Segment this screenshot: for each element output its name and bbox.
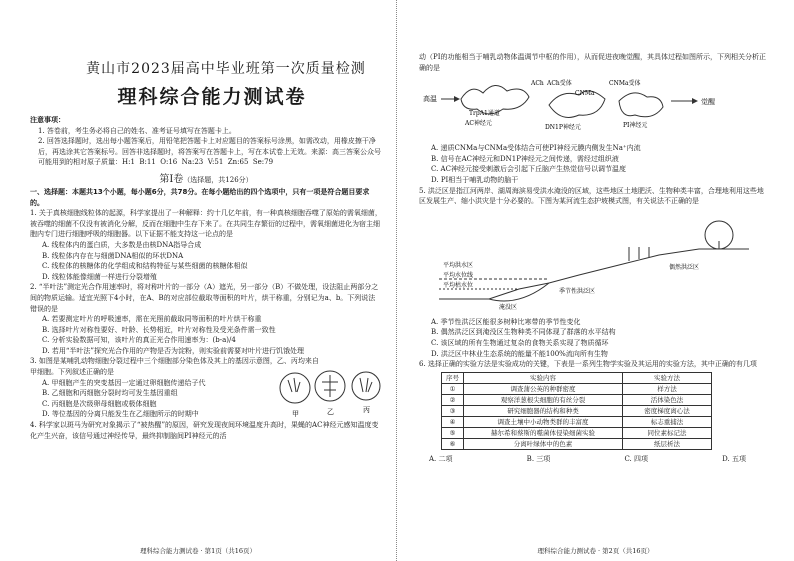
slope-label: 平均枯水位 (443, 281, 474, 289)
page-footer: 理科综合能力测试卷 · 第2页（共16页） (537, 547, 654, 555)
table-cell: ④ (442, 416, 464, 427)
q6-option: A. 二项 (429, 454, 453, 463)
table-header: 实验内容 (464, 372, 623, 383)
exam-header: 黄山市2023届高中毕业班第一次质量检测 (86, 61, 366, 77)
diagram-label: CNMa (575, 90, 595, 98)
q5-stem: 5. 洪泛区是指江河两岸、湖周海滨易受洪水淹没的区域，这些地区土地肥沃、生物种类丰富，合理地利用这些地区发展生产、缩小洪灾是十分必要的。下图为某河流生态护坡模式图，有关说法不正确的是 (419, 186, 764, 206)
q6-options (429, 454, 746, 464)
table-cell: 密度梯度离心法 (623, 405, 712, 416)
table-cell: ⑥ (442, 438, 464, 449)
diagram-label: AC神经元 (465, 120, 492, 128)
page-footer: 理科综合能力测试卷 · 第1页（共16页） (139, 547, 257, 555)
table-body (442, 383, 712, 449)
diagram-label: CNMa受体 (609, 80, 641, 88)
q5-option: C. 该区域的所有生物通过复杂的食物关系实现了物质循环 (431, 338, 609, 347)
q4-option: A. 递质CNMa与CNMa受体结合可使PI神经元膜内侧发生Na⁺内流 (431, 144, 641, 153)
table-cell: 分离叶绿体中的色素 (464, 438, 623, 449)
q4-continued: 动（PI的功能相当于哺乳动物体温调节中枢的作用），从而促进夜晚觉醒，其具体过程如图所示，下列相关分析正确的是 (419, 53, 766, 72)
table-cell: 研究细胞器的结构和种类 (464, 405, 623, 416)
q2-option: C. 分析实验数据可知，该叶片的真正光合作用速率为：(b-a)/4 (42, 336, 236, 345)
q1-option: C. 线粒体的核糖体的化学组成和结构特征与某些细菌的核糖体相似 (42, 262, 248, 271)
diagram-label: DN1P神经元 (545, 124, 581, 132)
table-cell: 样方法 (623, 383, 712, 394)
q1-stem: 1. 关于真核细胞线粒体的起源，科学家提出了一种解释：约十几亿年前，有一种真核细胞吞噬了原始的需氧细菌，被吞噬的细菌不仅没有被消化分解，反而在细胞中生存下来了。在共同生存繁衍的过程中，需氧细菌进化为宿主细胞内专门进行细胞呼吸的细胞器。以下证据不能支持这一论点的是 (30, 209, 382, 239)
q6-option: B. 三项 (526, 454, 551, 463)
q5-option: B. 偶然洪泛区到淹没区生物种类不同体现了群落的水平结构 (431, 328, 616, 337)
table-cell: ② (442, 394, 464, 405)
q1-option: A. 线粒体内的蛋白质，大多数是由核DNA指导合成 (42, 240, 202, 249)
fig-label-jia: 甲 (292, 409, 299, 418)
slope-label: 平均洪水区 (443, 261, 474, 269)
table-row (442, 427, 712, 438)
q6-option: D. 五项 (722, 454, 746, 463)
diagram-label: ACh受体 (547, 80, 572, 88)
table-header-row (442, 372, 712, 383)
exam-title: 理科综合能力测试卷 (117, 86, 307, 108)
table-cell: 活体染色法 (623, 394, 712, 405)
cell-division-figure (278, 360, 383, 422)
table-header: 实验方法 (623, 372, 712, 383)
q2-stem: 2. “半叶法”测定光合作用速率时，将对称叶片的一部分（A）遮光，另一部分（B）不做处理，设法阻止两部分之间的物质运输。适宜光照下4小时，在A、B的对应部位截取等面积的叶片，烘干称重，分别记为a、b。下列说法错误的是 (30, 283, 379, 313)
q4-stem: 4. 科学家以斑马为研究对象揭示了“被热醒”的原因，研究发现夜间环境温度升高时，果蝇的AC神经元感知温度变化产生兴奋，该信号通过神经传导，最终抑制脑间PI神经元的活 (30, 421, 379, 440)
table-row (442, 383, 712, 394)
q1-option: D. 线粒体能像细菌一样进行分裂增殖 (42, 272, 157, 281)
note-1: 1. 答卷前，考生务必将自己的姓名、准考证号填写在答题卡上。 (38, 126, 236, 135)
q3-option: C. 丙细胞是次级卵母细胞或极体细胞 (42, 399, 157, 408)
q4-option: C. AC神经元接受刺激后会引起下丘脑产生热觉信号以调节温度 (431, 165, 626, 174)
table-cell: 同位素标记法 (623, 427, 712, 438)
table-cell: ③ (442, 405, 464, 416)
slope-label: 淹没区 (499, 303, 518, 311)
q2-option: B. 选择叶片对称性要好、叶龄、长势相近，叶片对称性及受光条件需一致性 (42, 325, 276, 334)
fig-label-bing: 丙 (363, 405, 370, 414)
right-page (397, 0, 794, 561)
q2-option: A. 若要测定叶片的呼吸速率，需在光照前截取同等面积的叶片烘干称重 (42, 315, 262, 324)
table-cell: 标志重捕法 (623, 416, 712, 427)
section-heading: 一、选择题：本题共13个小题，每小题6分，共78分。在每小题给出的四个选项中，只有一项是符合题目要求的。 (30, 187, 370, 207)
q3-option: A. 甲细胞产生的突变基因一定通过卵细胞传递给子代 (42, 378, 206, 387)
table-cell: ① (442, 383, 464, 394)
diagram-label: 高温 (423, 95, 437, 104)
table-row (442, 394, 712, 405)
q4-option: B. 信号在AC神经元和DN1P神经元之间传递，需经过组织液 (431, 154, 619, 163)
q3-stem: 3. 如图是某哺乳动物细胞分裂过程中三个细胞部分染色体及其上的基因示意图，乙、丙均来自甲细胞。下列叙述正确的是 (30, 357, 319, 377)
q4-option: D. PI相当于哺乳动物的脑干 (431, 175, 519, 184)
q3-option: B. 乙细胞和丙细胞分裂时均可发生基因重组 (42, 389, 178, 398)
q2-option: D. 若用“半叶法”探究光合作用的产物是否为淀粉，则实验前需要对叶片进行饥饿处理 (42, 346, 304, 355)
q5-option: A. 季节性洪泛区能很多树种比寒带的季节性变化 (431, 317, 581, 326)
q5-option: D. 洪泛区中林业生态系统的能量不能100%流向所有生物 (431, 349, 608, 358)
neuron-pathway-diagram (419, 75, 769, 141)
volume-heading: 第Ⅰ卷（选择题，共126分） (159, 173, 253, 185)
table-cell: 调查蒲公英的种群密度 (464, 383, 623, 394)
fig-label-yi: 乙 (327, 407, 334, 416)
table-cell: 赫尔希和蔡斯的噬菌体侵染细菌实验 (464, 427, 623, 438)
notes-heading: 注意事项： (30, 116, 65, 124)
diagram-label: ACh (531, 80, 544, 88)
q6-stem: 6. 选择正确的实验方法是实验成功的关键，下表是一系列生物学实验及其运用的实验方法，其中正确的有几项 (419, 360, 757, 369)
table-cell: 纸层析法 (623, 438, 712, 449)
table-cell: ⑤ (442, 427, 464, 438)
table-header: 序号 (442, 372, 464, 383)
note-atomic-mass: 可能用到的相对原子质量：H:1 B:11 O:16 Na:23 V:51 Zn:65 Se:79 (38, 158, 274, 167)
q1-option: B. 线粒体内存在与细菌DNA相似的环状DNA (42, 251, 184, 260)
table-cell: 观察洋葱根尖细胞的有丝分裂 (464, 394, 623, 405)
slope-label: 平均水位线 (443, 271, 474, 279)
table-row (442, 438, 712, 449)
q6-option: C. 四项 (624, 454, 648, 463)
diagram-label: PI神经元 (623, 122, 648, 130)
q3-option: D. 等位基因的分离只能发生在乙细胞所示的时期中 (42, 410, 199, 419)
diagram-label: 觉醒 (701, 98, 715, 107)
slope-label: 偶然洪泛区 (669, 263, 700, 271)
note-2: 2. 回答选择题时，选出每小题答案后，用铅笔把答题卡上对应题目的答案标号涂黑，如需改动，用橡皮擦干净后，再选涂其它答案标号。回答非选择题时，将答案写在答题卡上，写在本试卷上无效。来源：高三答案公众号 (38, 137, 381, 156)
experiment-table (441, 372, 712, 450)
slope-label: 季节性洪泛区 (559, 287, 596, 295)
diagram-label: TrpA1通道 (469, 110, 500, 118)
table-row (442, 416, 712, 427)
table-cell: 调查土壤中小动物类群的丰富度 (464, 416, 623, 427)
table-row (442, 405, 712, 416)
river-slope-figure (419, 209, 769, 315)
